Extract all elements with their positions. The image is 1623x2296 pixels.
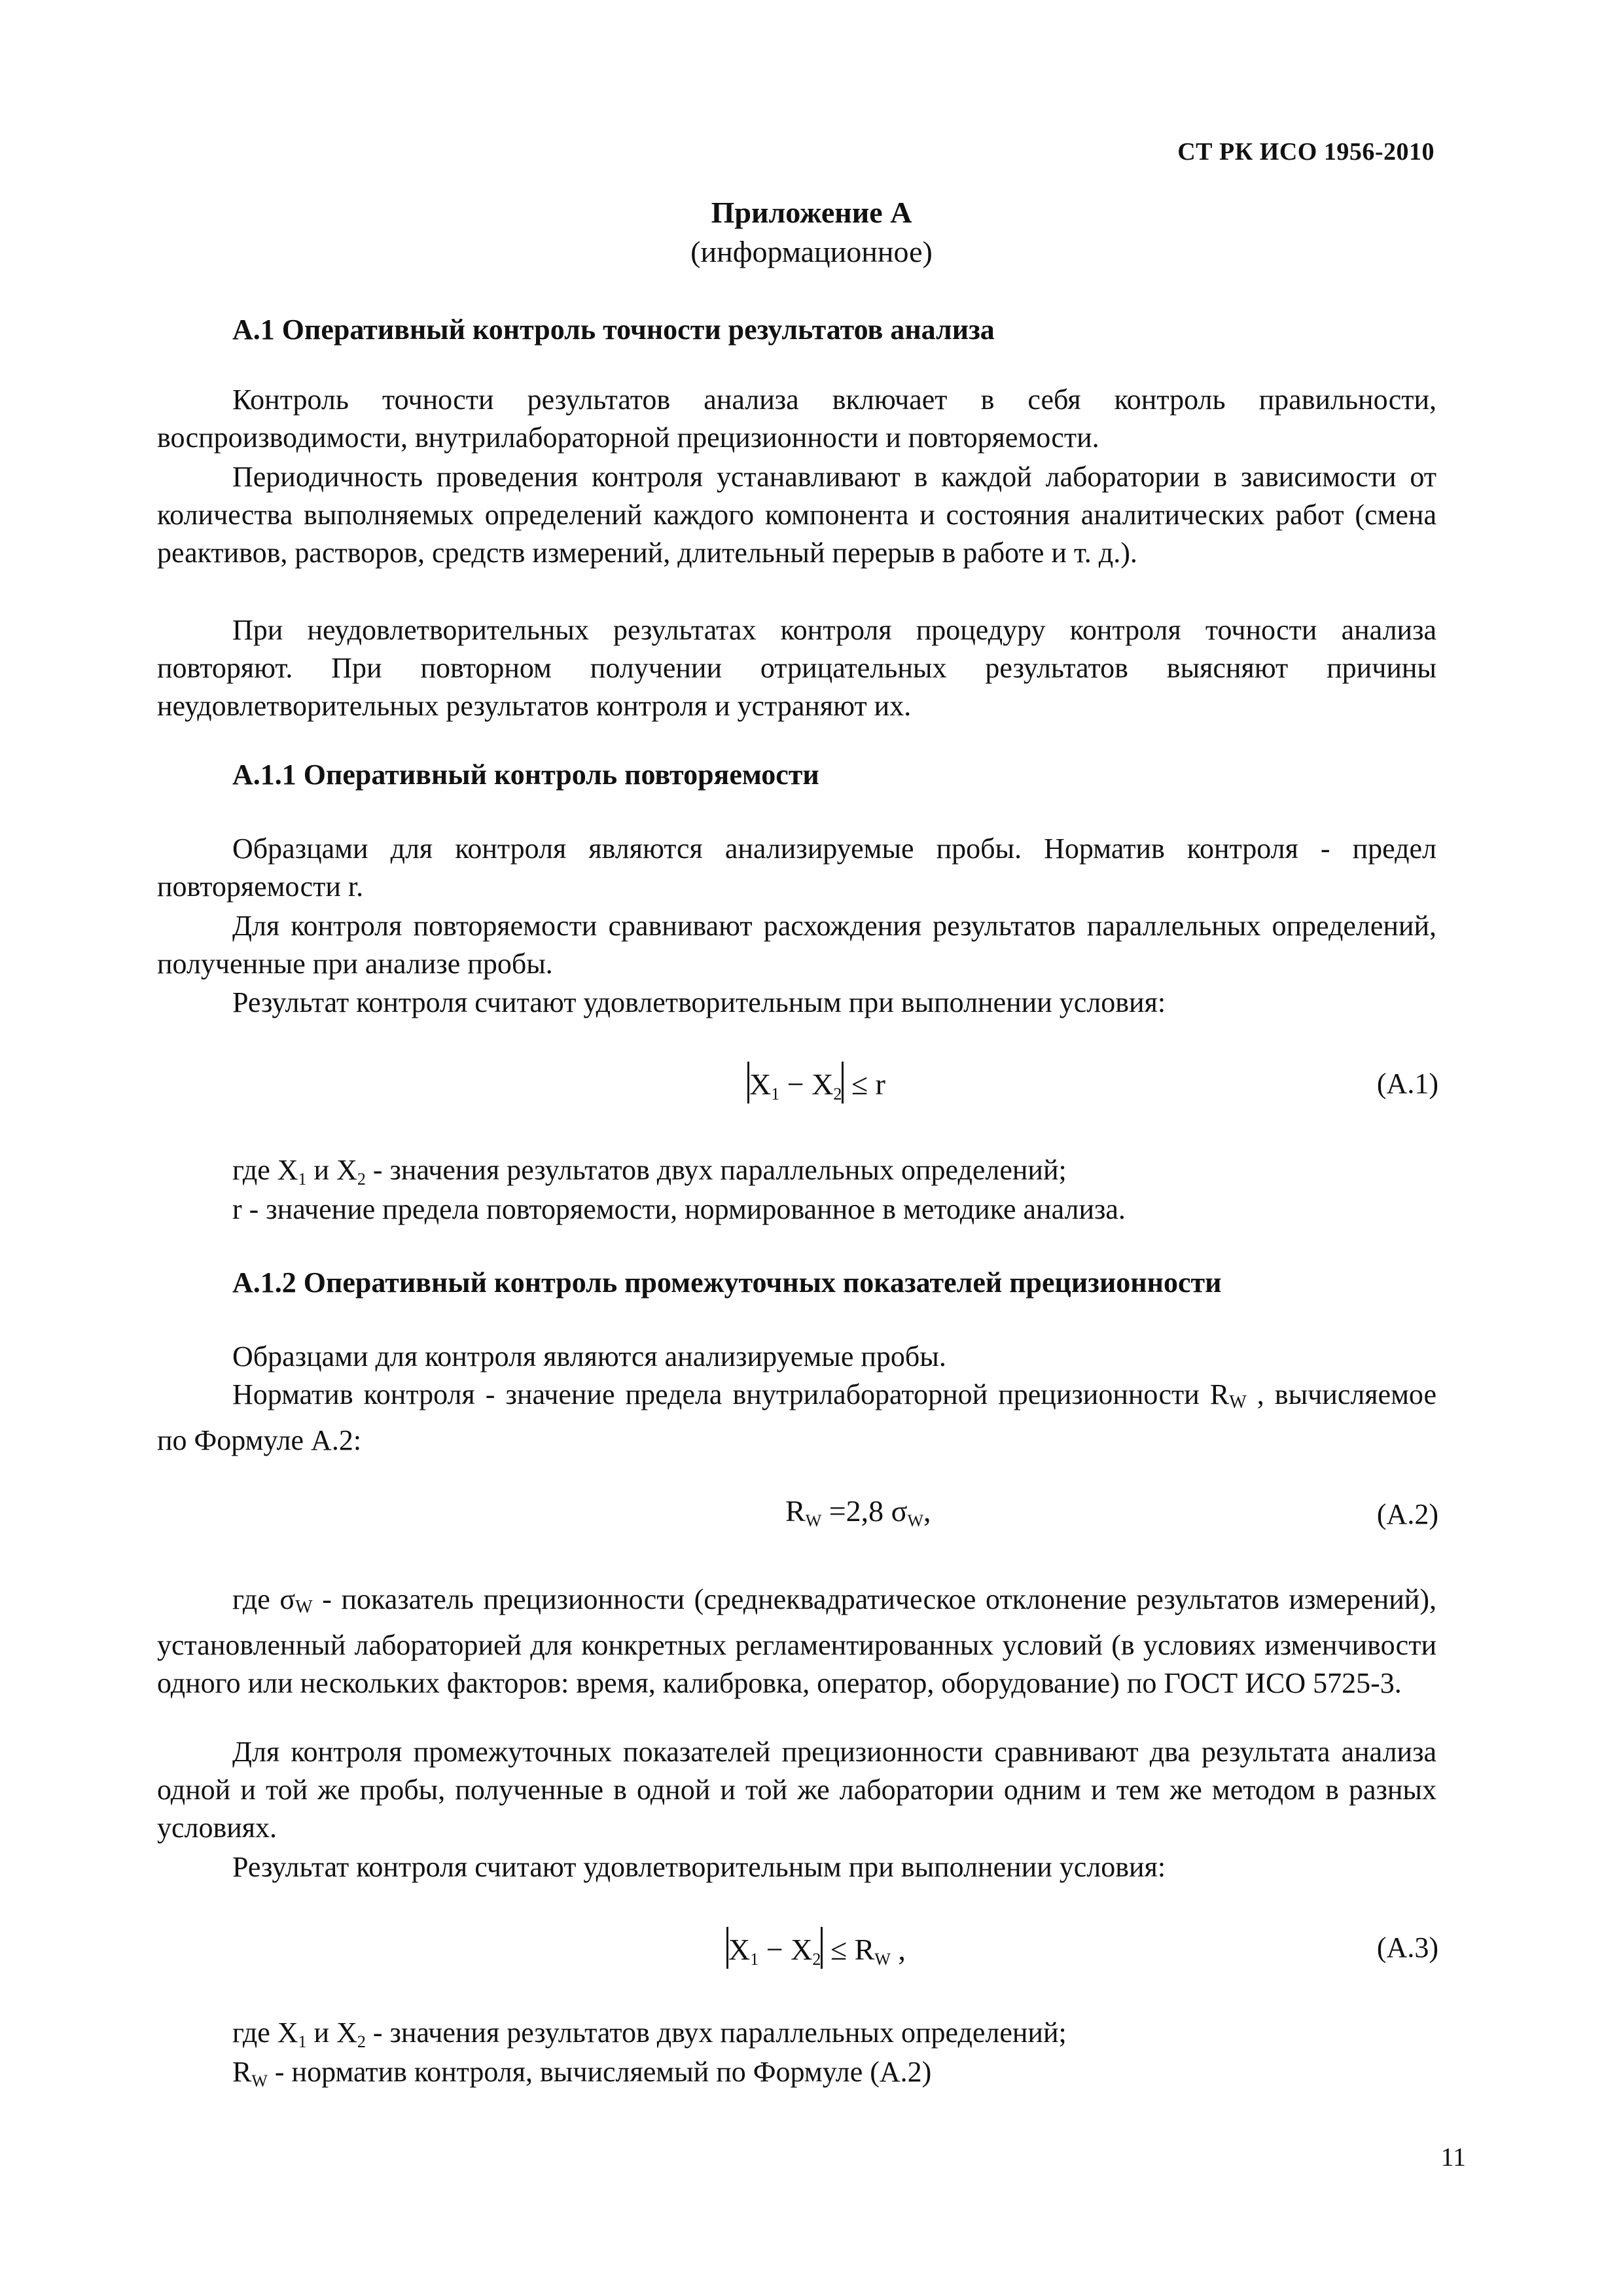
standard-code: СТ РК ИСО 1956-2010 [1177, 138, 1435, 166]
section-a12-paragraph-5: Результат контроля считают удовлетворительным при выполнении условия: [232, 1851, 1166, 1883]
equation-number-a1: (А.1) [1376, 1067, 1438, 1100]
section-a11-heading: А.1.1 Оперативный контроль повторяемости [232, 759, 819, 791]
where-rw-line: $R_W$ - норматив контроля, вычисляемый по Формуле (А.2) [232, 2056, 932, 2090]
section-a1-paragraph-2: Периодичность проведения контроля устанавливают в каждой лаборатории в зависимости от количества выполняемых определений каждого компонента и состояния аналитических работ (смена реактивов, растворов, средств измерений, длительный перерыв в работе и т. д.). [157, 461, 1436, 569]
section-a12-paragraph-4: Для контроля промежуточных показателей прецизионности сравнивают два результата анализа одной и той же пробы, полученные в одной и той же лаборатории одним и тем же методом в разных условиях. [157, 1736, 1436, 1844]
section-a12-paragraph-3: где $\sigma_W$ - показатель прецизионности (среднеквадратическое отклонение результатов измерений), установленный лабораторией для конкретных регламентированных условий (в условиях изменчивости одного или нескольких факторов: время, калибровка, оператор, оборудование) по ГОСТ ИСО 5725-3. [157, 1583, 1436, 1699]
section-a12-heading: А.1.2 Оперативный контроль промежуточных показателей прецизионности [232, 1266, 1222, 1299]
section-a12-paragraph-1: Образцами для контроля являются анализируемые пробы. [232, 1340, 946, 1372]
equation-number-a2: (А.2) [1376, 1498, 1438, 1530]
appendix-title: Приложение А [711, 196, 912, 229]
equation-number-a3: (А.3) [1376, 1931, 1438, 1964]
formula-a2: $R_W =2,8$ $\sigma_W$, [785, 1494, 931, 1530]
where-x1-x2-line-2: где $X_1$ и $X_2$ - значения результатов двух параллельных определений; [232, 2017, 1067, 2051]
section-a1-heading: А.1 Оперативный контроль точности результатов анализа [232, 314, 995, 346]
formula-a1: $X_1 - X_2 \le r$ [747, 1062, 885, 1104]
section-a11-paragraph-3: Результат контроля считают удовлетворительным при выполнении условия: [232, 986, 1166, 1018]
where-r-line: r - значение предела повторяемости, нормированное в методике анализа. [232, 1193, 1126, 1225]
page-number: 11 [1440, 2142, 1466, 2172]
appendix-subtitle: (информационное) [690, 235, 933, 268]
section-a11-paragraph-2: Для контроля повторяемости сравнивают расхождения результатов параллельных определений, полученные при анализе пробы. [157, 910, 1436, 980]
section-a1-paragraph-3: При неудовлетворительных результатах контроля процедуру контроля точности анализа повторяют. При повторном получении отрицательных результатов выясняют причины неудовлетворительных результатов контроля и устраняют их. [157, 614, 1436, 722]
where-x1-x2-line: где $X_1$ и $X_2$ - значения результатов двух параллельных определений; [232, 1154, 1067, 1189]
formula-a3: $X_1 - X_2 \le R_W$ , [726, 1927, 906, 1969]
section-a12-paragraph-2: Норматив контроля - значение предела внутрилабораторной прецизионности $R_W$ , вычисляемое по Формуле А.2: [157, 1378, 1436, 1456]
section-a11-paragraph-1: Образцами для контроля являются анализируемые пробы. Норматив контроля - предел повторяемости r. [157, 833, 1436, 903]
section-a1-paragraph-1: Контроль точности результатов анализа включает в себя контроль правильности, воспроизводимости, внутрилабораторной прецизионности и повторяемости. [157, 384, 1436, 454]
